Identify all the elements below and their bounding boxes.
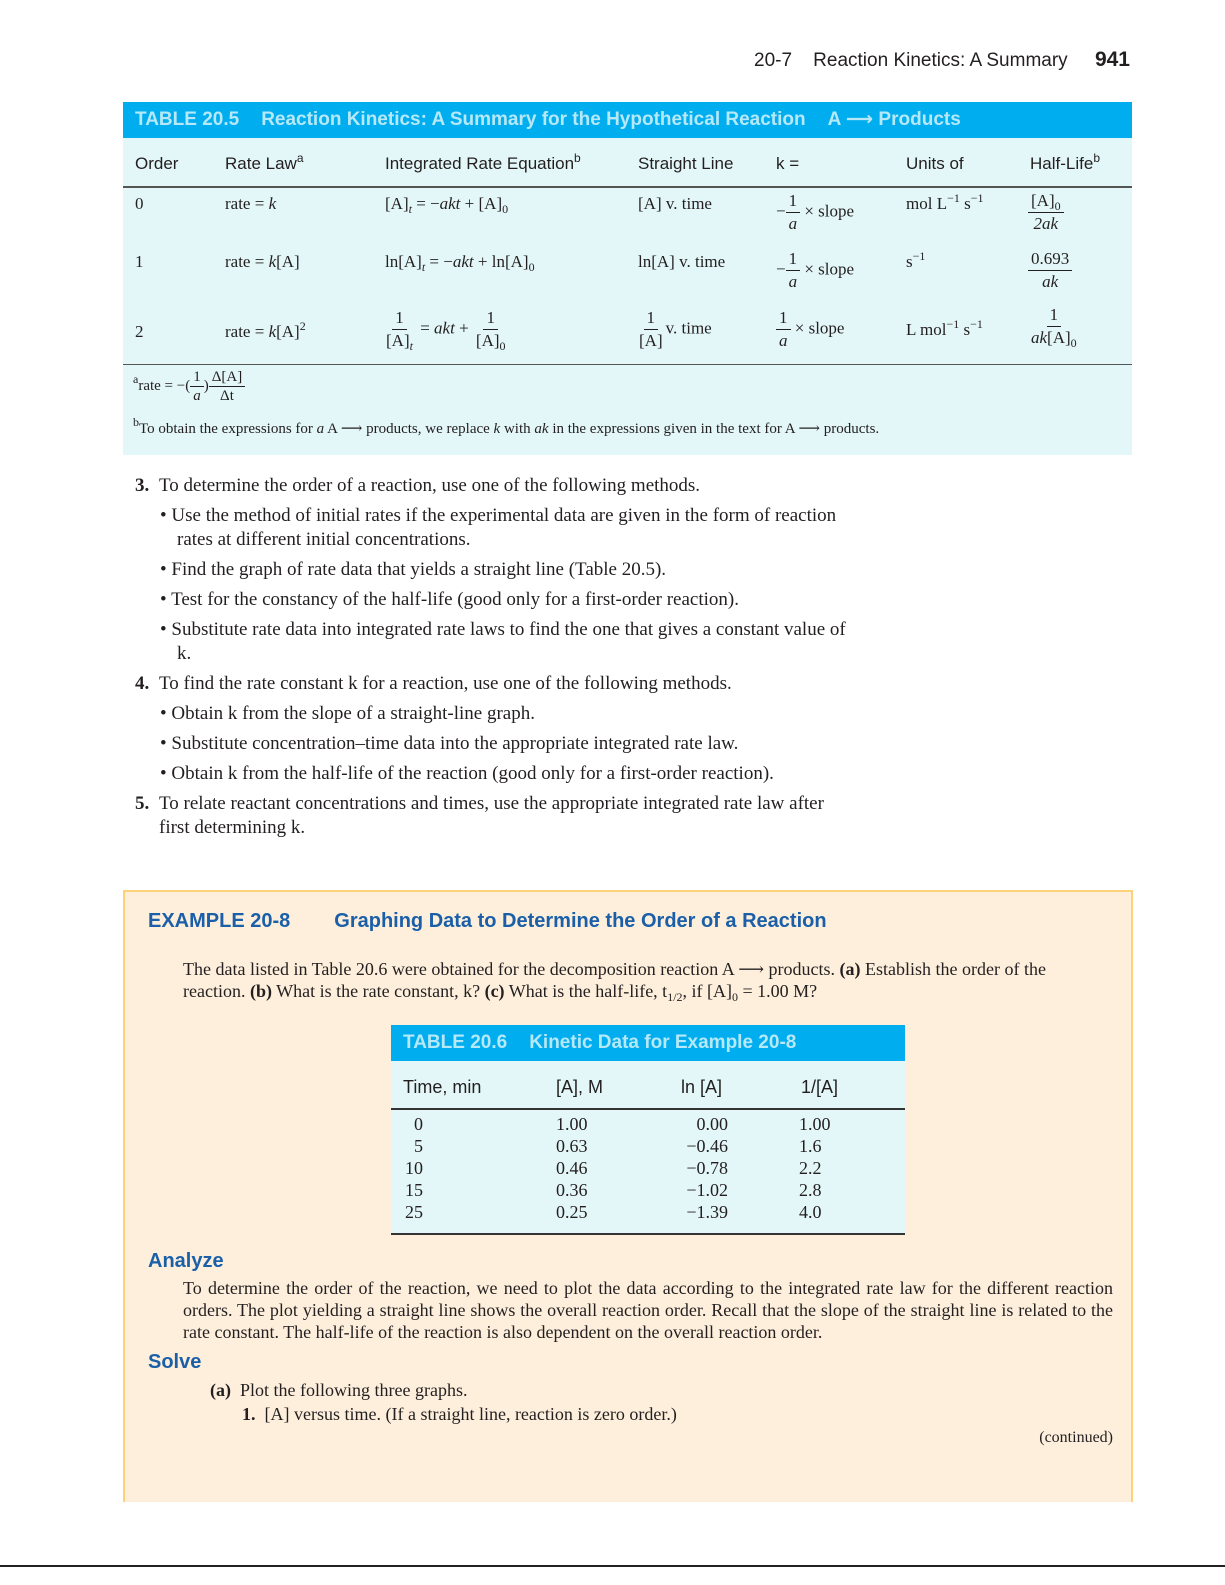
col-concentration (556, 1113, 588, 1223)
table-title: TABLE 20.5 Reaction Kinetics: A Summary for the Hypothetical Reaction A ⟶ Products (123, 102, 1132, 138)
page-number: 941 (1094, 48, 1130, 71)
integrated-0: $[A]_t = -akt + [A]_0$ (385, 194, 509, 216)
straight-line-2: $\frac{1}{[A]}$ v. time (639, 308, 712, 350)
example-label: EXAMPLE 20-8 (148, 910, 291, 932)
rate-law-2: rate = $k[A]^2$ (225, 319, 306, 341)
page-bottom-rule (0, 1565, 1225, 1567)
continued-note: (continued) (1039, 1429, 1113, 1446)
table-cell: −1.02 (686, 1180, 728, 1200)
summary-list (135, 474, 847, 846)
table-cell: 0 (414, 1114, 423, 1134)
footnote-b: $^b$To obtain the expressions for a A ⟶ products, we replace k with ak in the expressions given in the text for A ⟶ products. (133, 415, 880, 437)
table-cell: −1.39 (686, 1202, 728, 1222)
bullet: • Substitute rate data into integrated rate laws to find the one that gives a constant value of k. (160, 619, 846, 664)
integrated-2: $\frac{1}{[A]_t}$ = akt + $\frac{1}{[A]_0}$ (386, 308, 506, 353)
solve-part-a: (a) Plot the following three graphs. (210, 1380, 468, 1400)
units-2: L mol$^{-1}$ $s^{-1}$ (906, 317, 983, 339)
table-cell: 1.00 (799, 1114, 831, 1134)
col-inverse (799, 1113, 831, 1223)
order-2: 2 (135, 322, 144, 341)
table-title: TABLE 20.6 Kinetic Data for Example 20-8 (391, 1025, 905, 1061)
bullet: • Test for the constancy of the half-life (good only for a first-order reaction). (160, 589, 739, 610)
rate-law-0: rate = k (225, 194, 277, 213)
units-1: $s^{-1}$ (906, 249, 926, 271)
rate-law-1: rate = k[A] (225, 252, 300, 271)
analyze-text: To determine the order of the reaction, we need to plot the data according to the integrated rate law for the different reaction orders. The plot yielding a straight line shows the overall reaction order. Recall that the slope of the straight line is related to the rate constant. The half-life of the reaction is also dependent on the overall reaction order. (183, 1278, 1113, 1342)
k-0: − $\frac{1}{a}$ × slope (776, 191, 855, 233)
straight-line-0: [A] v. time (638, 194, 712, 213)
table-cell: 5 (414, 1136, 423, 1156)
table-cell: 15 (405, 1180, 423, 1200)
col-header-straight-line: Straight Line (638, 154, 734, 173)
col-header-concentration: [A], M (556, 1077, 604, 1097)
straight-line-1: ln[A] v. time (638, 252, 726, 271)
table-cell: 2.8 (799, 1180, 822, 1200)
table-cell: 0.36 (556, 1180, 588, 1200)
units-0: mol $L^{-1}$ $s^{-1}$ (906, 191, 984, 213)
col-time (401, 1113, 423, 1223)
running-head (754, 48, 1130, 72)
half-life-0: $\frac{[A]_0}{2ak}$ (1028, 190, 1064, 235)
half-life-2: $\frac{1}{ak[A]_0}$ (1031, 305, 1077, 350)
example-header (148, 910, 827, 933)
bullet: • Substitute concentration–time data into the appropriate integrated rate law. (160, 733, 739, 754)
col-header-time: Time, min (403, 1077, 482, 1097)
list-item-5: 5. To relate reactant concentrations and times, use the appropriate integrated rate law after first determining k. (135, 793, 824, 838)
col-header-rate-law: Rate Law$^a$ (225, 151, 304, 173)
example-box (123, 890, 1133, 1502)
example-solution (148, 1250, 1113, 1450)
table-20-6 (391, 1025, 905, 1235)
example-title: Graphing Data to Determine the Order of a Reaction (334, 910, 827, 932)
table-20-5 (123, 102, 1132, 455)
table-cell: 0.63 (556, 1136, 588, 1156)
solve-step-1: 1. [A] versus time. (If a straight line, reaction is zero order.) (242, 1404, 677, 1424)
bullet: • Use the method of initial rates if the experimental data are given in the form of reaction rates at different initial concentrations. (160, 505, 837, 550)
k-1: − $\frac{1}{a}$ × slope (776, 249, 855, 291)
table-cell: 2.2 (799, 1158, 822, 1178)
col-header-k: k = (776, 154, 800, 173)
bullet: • Find the graph of rate data that yields a straight line (Table 20.5). (160, 559, 667, 580)
table-cell: 0.00 (696, 1114, 728, 1134)
order-0: 0 (135, 194, 144, 213)
table-cell: 1.00 (556, 1114, 588, 1134)
table-cell: 0.46 (556, 1158, 588, 1178)
table-cell: −0.46 (686, 1136, 728, 1156)
order-1: 1 (135, 252, 144, 271)
table-cell: 10 (405, 1158, 423, 1178)
col-header-ln: ln [A] (681, 1077, 723, 1097)
col-header-units: Units of (906, 154, 964, 173)
section-number: 20-7 (754, 50, 793, 71)
list-item-4: 4. To find the rate constant k for a reaction, use one of the following methods. (135, 673, 732, 694)
solve-heading: Solve (148, 1351, 202, 1373)
analyze-heading: Analyze (148, 1250, 224, 1272)
list-item-3: 3. To determine the order of a reaction, use one of the following methods. (135, 475, 701, 496)
table-cell: 4.0 (799, 1202, 822, 1222)
table-cell: 1.6 (799, 1136, 822, 1156)
k-2: $\frac{1}{a}$ × slope (776, 307, 844, 352)
col-header-integrated: Integrated Rate Equation$^b$ (385, 151, 581, 173)
table-cell: −0.78 (686, 1158, 728, 1178)
table-cell: 25 (405, 1202, 423, 1222)
half-life-1: $\frac{0.693}{ak}$ (1028, 248, 1072, 293)
bullet: • Obtain k from the slope of a straight-line graph. (160, 703, 535, 724)
col-header-half-life: Half-Life$^b$ (1030, 151, 1100, 173)
section-title: Reaction Kinetics: A Summary (813, 50, 1068, 71)
integrated-1: $\ln[A]_t = -akt + \ln[A]_0$ (385, 252, 535, 274)
col-ln (676, 1113, 728, 1223)
col-header-inverse: 1/[A] (801, 1077, 839, 1097)
example-problem: The data listed in Table 20.6 were obtained for the decomposition reaction A ⟶ products. (a) Establish the order of the reaction. (b) What is the rate constant, k? (c) What is the half-life, $t_{1/2}$, if $[A]_0 = 1.00$ M? (183, 959, 1046, 1004)
table-cell: 0.25 (556, 1202, 588, 1222)
bullet: • Obtain k from the half-life of the reaction (good only for a first-order reaction). (160, 763, 774, 784)
col-header-order: Order (135, 154, 179, 173)
footnote-a: $^a$rate = −( $\frac{1}{a}$ ) $\frac{\Delta[A]}{\Delta t}$ (133, 368, 245, 405)
